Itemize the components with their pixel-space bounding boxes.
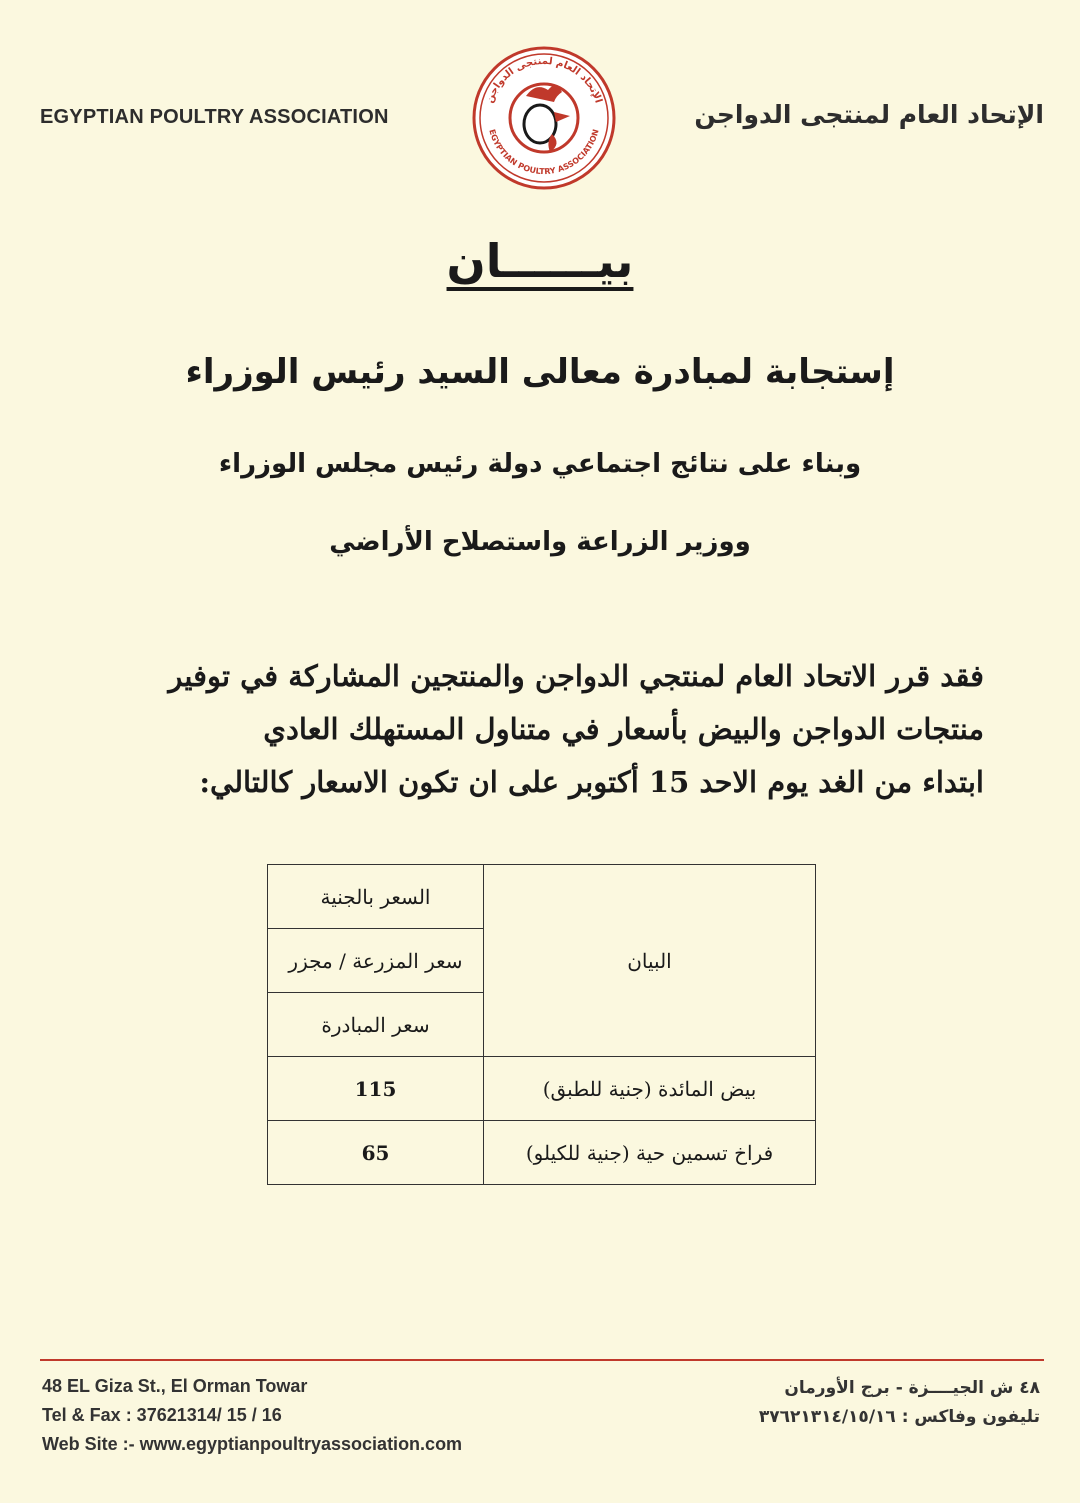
logo-arabic-text: الإتحاد العام لمنتجى الدواجن [484,55,604,105]
subheading-line-2: ووزير الزراعة واستصلاح الأراضي [329,527,751,557]
logo-english-text: EGYPTIAN POULTRY ASSOCIATION [487,128,601,177]
document-title: بيــــــان [446,234,634,288]
announcement-body [94,650,984,809]
row-price: 115 [268,1057,484,1121]
row-item: بيض المائدة (جنية للطبق) [484,1057,816,1121]
footer-address-en: 48 EL Giza St., El Orman Towar [42,1376,308,1396]
footer-website-link[interactable]: Web Site :- www.egyptianpoultryassociation.com [42,1434,463,1454]
association-logo [470,44,618,192]
footer-address-ar: ٤٨ ش الجيــــزة - برج الأورمان [784,1378,1040,1398]
footer-phone-en: Tel & Fax : 37621314/ 15 / 16 [42,1405,282,1425]
price-header-farm: سعر المزرعة / مجزر [268,929,484,993]
price-header-currency: السعر بالجنية [268,865,484,929]
footer-phone-ar: تليفون وفاكس : ٣٧٦٢١٣١٤/١٥/١٦ [758,1407,1040,1427]
row-item: فراخ تسمين حية (جنية للكيلو) [484,1121,816,1185]
price-header-initiative: سعر المبادرة [268,993,484,1057]
body-line: فقد قرر الاتحاد العام لمنتجي الدواجن والمنتجين المشاركة في توفير [168,659,984,693]
header-org-name-ar: الإتحاد العام لمنتجى الدواجن [694,100,1044,129]
row-price: 65 [268,1121,484,1185]
document-headline: إستجابة لمبادرة معالى السيد رئيس الوزراء [185,352,895,392]
header-org-name-en: EGYPTIAN POULTRY ASSOCIATION [40,106,389,128]
body-line: ابتداء من الغد يوم الاحد 15 أكتوبر على ان تكون الاسعار كالتالي: [199,765,984,799]
price-table [267,864,816,1185]
item-column-header: البيان [484,865,816,1057]
footer-contact-en [42,1372,462,1459]
footer-contact-ar [759,1374,1040,1432]
body-line: منتجات الدواجن والبيض بأسعار في متناول المستهلك العادي [263,712,984,746]
table-row [268,1057,816,1121]
table-row [268,1121,816,1185]
subheading-line-1: وبناء على نتائج اجتماعي دولة رئيس مجلس الوزراء [218,449,862,479]
footer-divider [40,1359,1044,1361]
